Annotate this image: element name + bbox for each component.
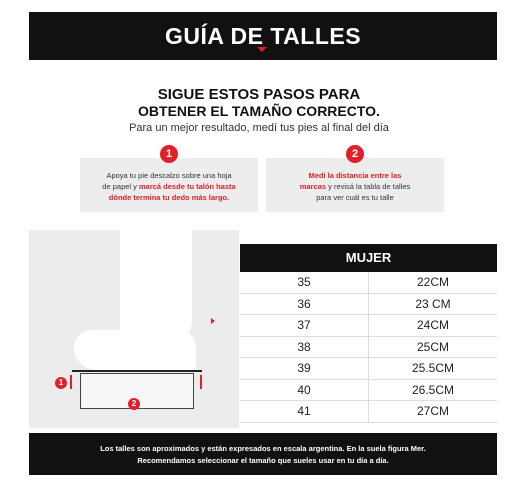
size-cell: 37 — [240, 315, 369, 336]
size-cell: 41 — [240, 401, 369, 422]
page-title: GUÍA DE TALLES — [164, 23, 362, 49]
table-row — [240, 358, 497, 380]
size-cell: 40 — [240, 380, 369, 401]
cm-cell: 27CM — [416, 404, 449, 418]
step-2-highlight-a: Medí la distancia entre las — [308, 171, 402, 180]
caret-right-icon — [211, 318, 215, 324]
step-2-number-badge: 2 — [346, 145, 364, 163]
cm-cell: 26.5CM — [411, 382, 455, 397]
table-row — [240, 272, 497, 294]
measure-line — [72, 370, 202, 372]
step-2-highlight-b: marcas — [299, 182, 327, 191]
step-1-highlight-b: marcá desde tu talón hasta — [139, 182, 236, 191]
step-1-text — [84, 170, 254, 203]
footer-notice — [29, 433, 497, 475]
size-table-header: MUJER — [240, 244, 497, 272]
table-row — [240, 294, 497, 316]
step-2-text-c: para ver cuál es tu talle — [316, 193, 394, 202]
size-cell: 35 — [240, 272, 369, 293]
size-cell: 39 — [240, 358, 369, 379]
step-2-text — [270, 170, 440, 203]
step-1-highlight-c: dónde termina tu dedo más largo. — [108, 193, 230, 202]
size-table-body — [240, 272, 497, 423]
footer-line-1: Los talles son aproximados y están expresados en escala argentina. En la suela figura Mer. — [100, 444, 426, 453]
cm-cell: 24CM — [416, 318, 449, 332]
illustration-marker-1: 1 — [55, 377, 67, 389]
intro-subtitle: Para un mejor resultado, medí tus pies al final del día — [129, 122, 389, 134]
heel-mark — [70, 375, 72, 389]
size-cell: 36 — [240, 294, 369, 315]
step-2-text-b: y revisá la tabla de talles — [326, 182, 411, 191]
table-row — [240, 315, 497, 337]
size-table — [240, 244, 497, 423]
header-banner — [29, 12, 497, 60]
step-1-text-b: de papel y — [102, 182, 139, 191]
toe-mark — [200, 375, 202, 389]
footer-line-2: Recomendamos seleccionar el tamaño que sueles usar en tu día a día. — [137, 456, 389, 465]
intro-heading-line1: SIGUE ESTOS PASOS PARA — [157, 86, 361, 103]
table-row — [240, 337, 497, 359]
step-1-text-a: Apoya tu pie descalzo sobre una hoja — [106, 171, 232, 180]
cm-cell: 22CM — [416, 275, 449, 289]
foot-illustration — [74, 330, 196, 370]
size-cell: 38 — [240, 337, 369, 358]
illustration-marker-2: 2 — [128, 398, 140, 410]
step-1-number-badge: 1 — [160, 145, 178, 163]
cm-cell: 25.5CM — [411, 361, 455, 375]
caret-down-icon — [257, 47, 267, 52]
table-row — [240, 401, 497, 423]
intro-heading-line2: OBTENER EL TAMAÑO CORRECTO. — [138, 103, 380, 119]
table-row — [240, 380, 497, 402]
cm-cell: 23 CM — [415, 296, 451, 311]
cm-cell: 25CM — [416, 339, 449, 354]
